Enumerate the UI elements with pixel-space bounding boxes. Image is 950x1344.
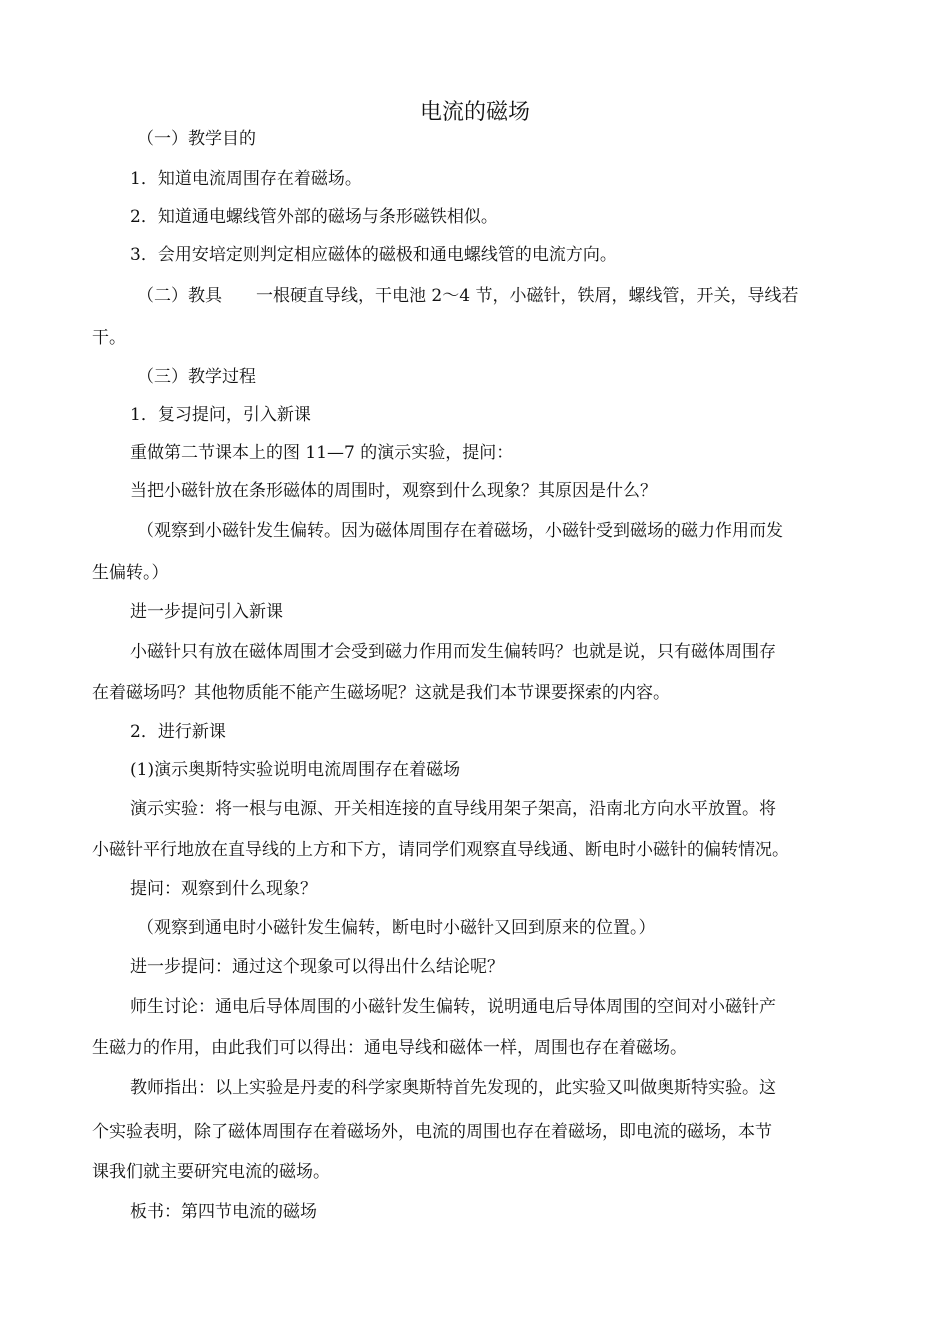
paragraph-line: 2．知道通电螺线管外部的磁场与条形磁铁相似。: [130, 207, 498, 227]
document-title: 电流的磁场: [419, 100, 530, 125]
paragraph-line: 小磁针只有放在磁体周围才会受到磁力作用而发生偏转吗？也就是说，只有磁体周围存: [130, 642, 776, 662]
section-heading-objectives: （一）教学目的: [137, 129, 256, 149]
paragraph-line: 重做第二节课本上的图 11—7 的演示实验，提问：: [130, 443, 514, 463]
section-heading-new-lesson: 2．进行新课: [130, 722, 226, 742]
paragraph-line: 演示实验：将一根与电源、开关相连接的直导线用架子架高，沿南北方向水平放置。将: [130, 799, 776, 819]
paragraph-line: 进一步提问：通过这个现象可以得出什么结论呢？: [130, 957, 504, 977]
paragraph-line: 1．复习提问，引入新课: [130, 405, 311, 425]
paragraph-line: 教师指出：以上实验是丹麦的科学家奥斯特首先发现的，此实验又叫做奥斯特实验。这: [130, 1078, 776, 1098]
section-heading-equipment: （二）教具 一根硬直导线，干电池 2～4 节，小磁针，铁屑，螺线管，开关，导线若: [137, 286, 799, 306]
paragraph-line: 进一步提问引入新课: [130, 602, 283, 622]
paragraph-line: 干。: [92, 328, 126, 348]
paragraph-line: 个实验表明，除了磁体周围存在着磁场外，电流的周围也存在着磁场，即电流的磁场，本节: [92, 1122, 772, 1142]
paragraph-line: 师生讨论：通电后导体周围的小磁针发生偏转，说明通电后导体周围的空间对小磁针产: [130, 997, 776, 1017]
paragraph-line: 在着磁场吗？其他物质能不能产生磁场呢？这就是我们本节课要探索的内容。: [92, 683, 670, 703]
paragraph-line: 当把小磁针放在条形磁体的周围时，观察到什么现象？其原因是什么？: [130, 481, 657, 501]
paragraph-line: 1．知道电流周围存在着磁场。: [130, 169, 362, 189]
paragraph-line: （观察到小磁针发生偏转。因为磁体周围存在着磁场，小磁针受到磁场的磁力作用而发: [137, 521, 783, 541]
section-heading-process: （三）教学过程: [137, 367, 256, 387]
paragraph-line: 生偏转。）: [92, 563, 169, 583]
paragraph-line: 提问：观察到什么现象？: [130, 879, 317, 899]
paragraph-line: 课我们就主要研究电流的磁场。: [92, 1162, 330, 1182]
paragraph-line: 板书：第四节电流的磁场: [130, 1202, 317, 1222]
paragraph-line: （观察到通电时小磁针发生偏转，断电时小磁针又回到原来的位置。）: [137, 918, 656, 938]
paragraph-line: 生磁力的作用，由此我们可以得出：通电导线和磁体一样，周围也存在着磁场。: [92, 1038, 687, 1058]
paragraph-line: 3．会用安培定则判定相应磁体的磁极和通电螺线管的电流方向。: [130, 245, 617, 265]
paragraph-line: 小磁针平行地放在直导线的上方和下方，请同学们观察直导线通、断电时小磁针的偏转情况。: [92, 840, 789, 860]
paragraph-line: (1)演示奥斯特实验说明电流周围存在着磁场: [130, 760, 461, 780]
